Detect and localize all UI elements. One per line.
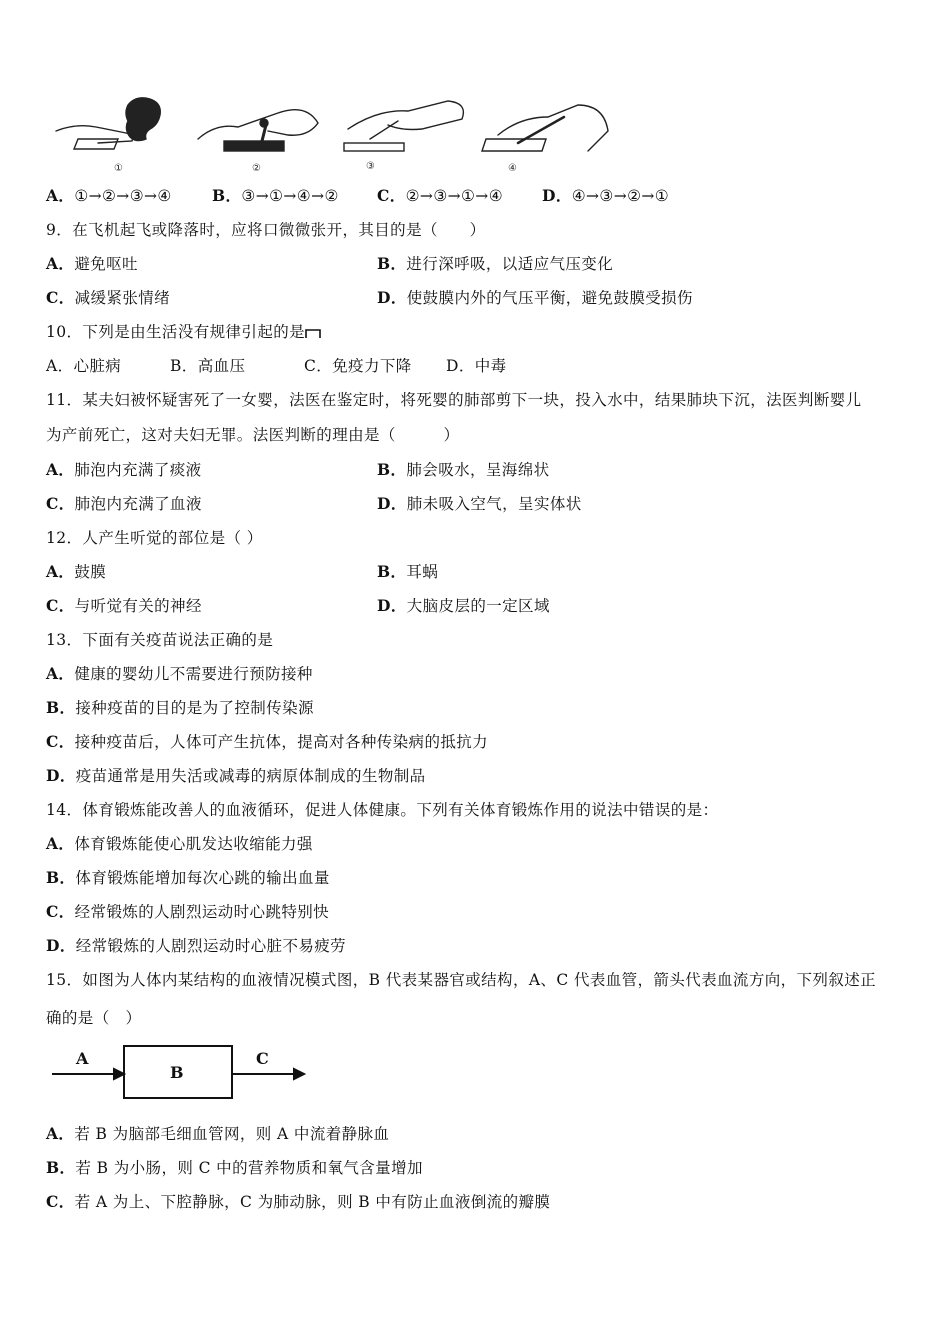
q15-option-c: C．若 A 为上、下腔静脉，C 为肺动脉，则 B 中有防止血液倒流的瓣膜 — [46, 1192, 551, 1211]
q8-option-d-label: D． — [542, 186, 572, 205]
q8-option-a — [46, 186, 172, 206]
q15-stem-line-2: 确的是（ ） — [46, 1009, 142, 1027]
q10-option-a: A．心脏病 — [46, 357, 122, 375]
q13-option-a: A．健康的婴幼儿不需要进行预防接种 — [46, 664, 313, 683]
q8-option-a-label: A． — [46, 186, 75, 205]
step-3-illustration — [344, 101, 463, 151]
step-1-illustration — [56, 98, 160, 149]
q12-option-d: D．大脑皮层的一定区域 — [377, 596, 550, 615]
slide-preparation-steps-figure — [48, 95, 628, 177]
label-c: C — [256, 1049, 269, 1068]
step-2-illustration — [198, 110, 318, 151]
q8-option-c-label: C． — [377, 186, 406, 205]
q14-option-b: B．体育锻炼能增加每次心跳的输出血量 — [46, 868, 330, 887]
q11-option-d: D．肺未吸入空气，呈实体状 — [377, 494, 582, 513]
q8-option-a-text: ①→②→③→④ — [74, 187, 172, 205]
q11-stem-line-1: 11．某夫妇被怀疑害死了一女婴，法医在鉴定时，将死婴的肺部剪下一块，投入水中，结果肺块下沉，法医判断婴儿 — [46, 391, 862, 409]
q11-option-b: B．肺会吸水，呈海绵状 — [377, 460, 550, 479]
label-a: A — [76, 1049, 89, 1068]
q12-option-a: A．鼓膜 — [46, 562, 107, 581]
q12-option-b: B．耳蜗 — [377, 562, 439, 581]
q12-option-c: C．与听觉有关的神经 — [46, 596, 202, 615]
q14-stem: 14．体育锻炼能改善人的血液循环，促进人体健康。下列有关体育锻炼作用的说法中错误的是： — [46, 801, 719, 819]
q15-option-b: B．若 B 为小肠，则 C 中的营养物质和氧气含量增加 — [46, 1158, 423, 1177]
q15-stem-line-1: 15．如图为人体内某结构的血液情况模式图，B 代表某器官或结构，A、C 代表血管，箭头代表血流方向，下列叙述正 — [46, 971, 877, 989]
q8-option-b — [212, 186, 339, 206]
q10-stem: 10．下列是由生活没有规律引起的是 — [46, 322, 321, 342]
q13-option-d: D．疫苗通常是用失活或减毒的病原体制成的生物制品 — [46, 766, 426, 785]
q14-option-a: A．体育锻炼能使心肌发达收缩能力强 — [46, 834, 313, 853]
q8-option-d — [542, 186, 669, 206]
q9-option-c: C．减缓紧张情绪 — [46, 288, 171, 307]
q10-option-d: D．中毒 — [446, 357, 507, 375]
label-b: B — [170, 1063, 184, 1082]
q12-stem: 12．人产生听觉的部位是（ ） — [46, 529, 263, 547]
q8-option-d-text: ④→③→②→① — [571, 187, 670, 205]
q9-option-a: A．避免呕吐 — [46, 254, 138, 273]
step-4-label: ④ — [508, 163, 517, 174]
q13-option-c: C．接种疫苗后，人体可产生抗体，提高对各种传染病的抵抗力 — [46, 732, 489, 751]
q9-option-d: D．使鼓膜内外的气压平衡，避免鼓膜受损伤 — [377, 288, 693, 307]
answer-blank-bracket — [305, 325, 321, 339]
step-1-label: ① — [114, 163, 123, 174]
q11-option-c: C．肺泡内充满了血液 — [46, 494, 202, 513]
blood-flow-diagram — [50, 1040, 320, 1105]
step-2-label: ② — [252, 163, 261, 174]
q8-option-c-text: ②→③→①→④ — [405, 187, 503, 205]
q15-option-a: A．若 B 为脑部毛细血管网，则 A 中流着静脉血 — [46, 1124, 390, 1143]
q11-stem-line-2: 为产前死亡，这对夫妇无罪。法医判断的理由是（ ） — [46, 426, 460, 444]
q14-option-c: C．经常锻炼的人剧烈运动时心跳特别快 — [46, 902, 330, 921]
q8-option-c — [377, 186, 503, 206]
q8-option-b-text: ③→①→④→② — [241, 187, 339, 205]
q14-option-d: D．经常锻炼的人剧烈运动时心脏不易疲劳 — [46, 936, 347, 955]
q10-option-b: B．高血压 — [170, 357, 246, 375]
q9-option-b: B．进行深呼吸，以适应气压变化 — [377, 254, 614, 273]
q9-stem: 9．在飞机起飞或降落时，应将口微微张开，其目的是（ ） — [46, 221, 486, 239]
q8-option-b-label: B． — [212, 186, 242, 205]
q13-option-b: B．接种疫苗的目的是为了控制传染源 — [46, 698, 314, 717]
q10-option-c: C．免疫力下降 — [304, 357, 412, 375]
q11-option-a: A．肺泡内充满了痰液 — [46, 460, 202, 479]
q13-stem: 13．下面有关疫苗说法正确的是 — [46, 631, 274, 649]
step-3-label: ③ — [366, 161, 375, 172]
step-4-illustration — [482, 105, 608, 151]
